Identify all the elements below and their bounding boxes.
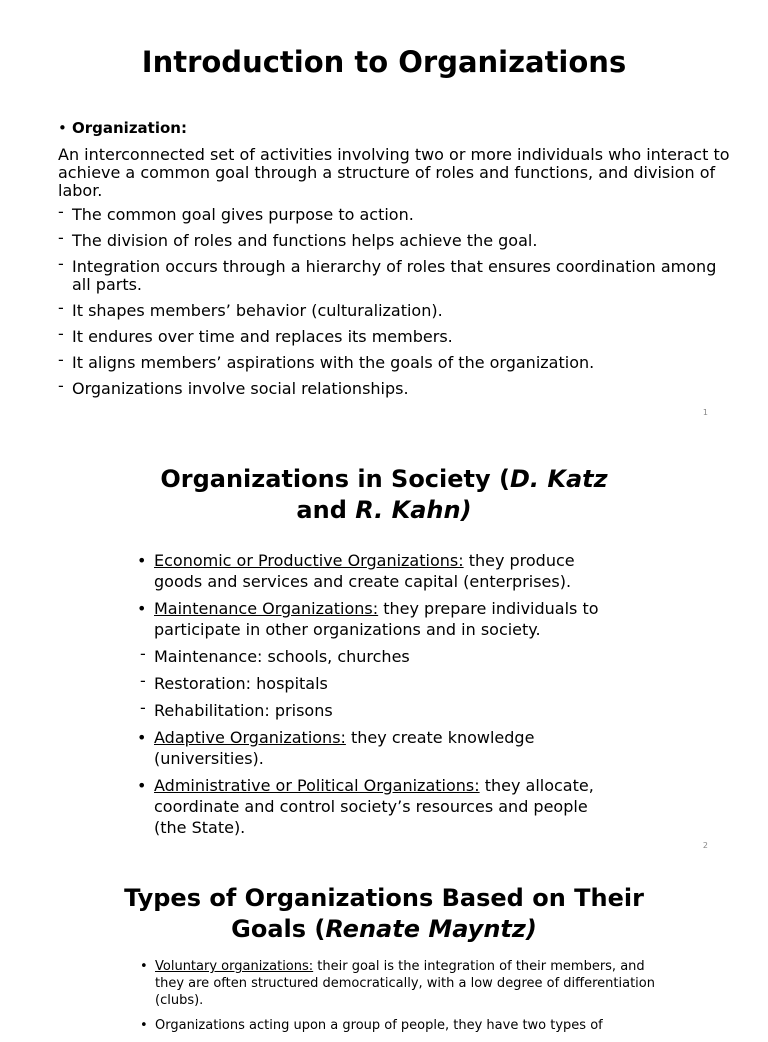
- organization-points: [58, 206, 738, 398]
- list-item: [154, 727, 624, 769]
- list-item: [154, 775, 624, 838]
- list-item: [154, 550, 624, 592]
- item-label: Economic or Productive Organizations:: [154, 551, 464, 570]
- title-author: R. Kahn): [355, 496, 472, 524]
- item-text: they allocate, coordinate and control society’s resources and people (the State).: [154, 776, 594, 837]
- item-label: Adaptive Organizations:: [154, 728, 346, 747]
- page-number: 1: [702, 408, 708, 417]
- list-item: - Restoration: hospitals: [154, 673, 624, 694]
- title-author: Renate Mayntz): [325, 915, 537, 943]
- list-item: [155, 958, 655, 1009]
- slide-3-title: [124, 883, 644, 945]
- item-text: they produce goods and services and create capital (enterprises).: [154, 551, 575, 591]
- list-item: - The division of roles and functions helps achieve the goal.: [72, 232, 738, 250]
- organizations-in-society-list: [154, 550, 624, 844]
- list-item: - Organizations involve social relationships.: [72, 380, 738, 398]
- page-number: 2: [702, 841, 708, 850]
- slide-1-title: Introduction to Organizations: [141, 45, 627, 79]
- organization-types-list: [155, 958, 655, 1042]
- list-item: - It endures over time and replaces its members.: [72, 328, 738, 346]
- title-text: Types of Organizations Based on Their Goals (: [124, 884, 644, 943]
- slide-2: [0, 464, 768, 850]
- list-item: - Rehabilitation: prisons: [154, 700, 624, 721]
- title-text: Organizations in Society (: [160, 465, 510, 493]
- item-label: Maintenance Organizations:: [154, 599, 379, 618]
- slide-1-body: [58, 119, 738, 406]
- slide-3: [0, 883, 768, 1033]
- item-text: they prepare individuals to participate in other organizations and in society.: [154, 599, 599, 639]
- item-text: their goal is the integration of their members, and they are often structured democratically, with a low degree of differentiation (clubs).: [155, 959, 655, 1008]
- list-item: - Maintenance: schools, churches: [154, 646, 624, 667]
- slide-1: [0, 45, 768, 417]
- item-label: Voluntary organizations:: [155, 959, 314, 974]
- organization-definition: An interconnected set of activities involving two or more individuals who interact to achieve a common goal through a structure of roles and functions, and division of labor.: [58, 145, 730, 200]
- list-item: - Integration occurs through a hierarchy of roles that ensures coordination among all parts.: [72, 258, 738, 294]
- item-label: Administrative or Political Organizations:: [154, 776, 480, 795]
- slide-2-title: [134, 464, 634, 526]
- list-item: - It aligns members’ aspirations with the goals of the organization.: [72, 354, 738, 372]
- list-item: • Organizations acting upon a group of people, they have two types of: [155, 1017, 655, 1034]
- list-item: - The common goal gives purpose to action.: [72, 206, 738, 224]
- item-text: they create knowledge (universities).: [154, 728, 535, 768]
- title-text: and: [296, 496, 356, 524]
- organization-heading: • Organization:: [58, 119, 738, 137]
- title-author: D. Katz: [509, 465, 608, 493]
- list-item: [154, 598, 624, 640]
- list-item: - It shapes members’ behavior (culturalization).: [72, 302, 738, 320]
